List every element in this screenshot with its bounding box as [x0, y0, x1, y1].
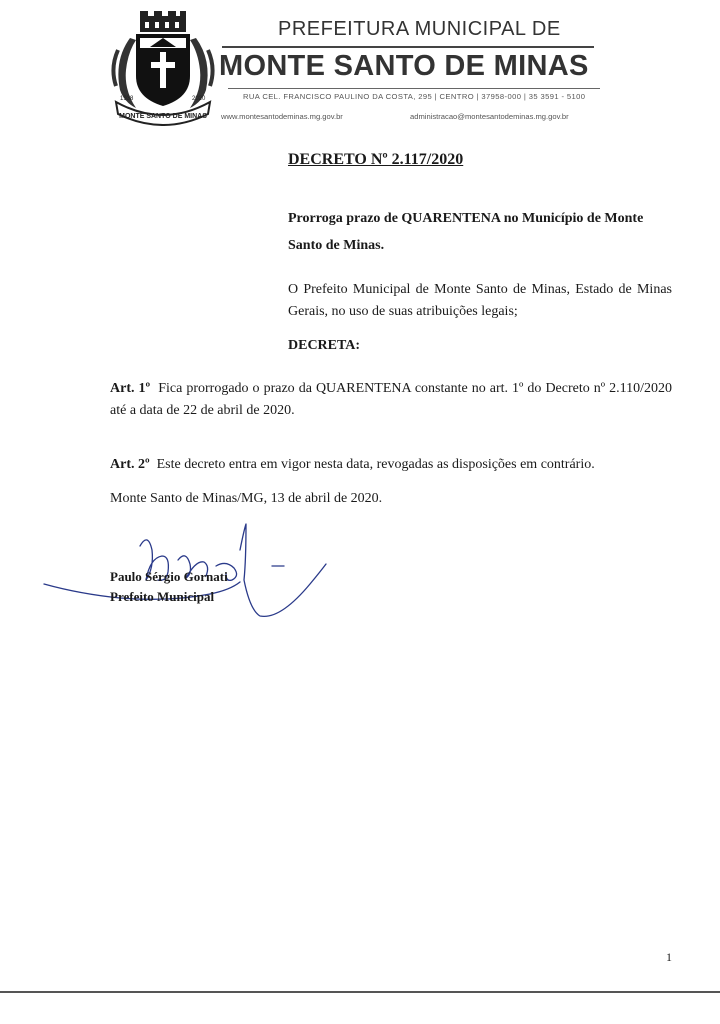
decreta-heading: DECRETA: [288, 338, 361, 353]
municipal-coat-of-arms [110, 10, 216, 126]
svg-text:2020: 2020 [192, 96, 206, 102]
header-rule-bottom [228, 88, 600, 89]
header-address: RUA CEL. FRANCISCO PAULINO DA COSTA, 295 | CENTRO | 37958-000 | 35 3591 - 5100 [243, 92, 586, 101]
article-1 [110, 378, 672, 422]
header-website-link[interactable]: www.montesantodeminas.mg.gov.br [221, 112, 343, 121]
article-1-label: Art. 1º [110, 381, 151, 396]
article-2 [110, 454, 672, 476]
page-number: 1 [666, 950, 672, 964]
header-rule-top [222, 46, 594, 48]
signatory-name: Paulo Sérgio Gornati [110, 569, 228, 584]
article-2-label: Art. 2º [110, 457, 150, 472]
svg-text:MONTE SANTO DE MINAS: MONTE SANTO DE MINAS [119, 113, 207, 120]
header-title-line2: MONTE SANTO DE MINAS [219, 50, 589, 82]
dateline: Monte Santo de Minas/MG, 13 de abril de 2020. [110, 491, 383, 506]
signatory-role: Prefeito Municipal [110, 589, 215, 604]
decree-preamble: O Prefeito Municipal de Monte Santo de Minas, Estado de Minas Gerais, no uso de suas atribuições legais; [288, 282, 672, 319]
svg-text:1938: 1938 [120, 96, 134, 102]
decree-ementa: Prorroga prazo de QUARENTENA no Município de Monte Santo de Minas. [288, 211, 644, 253]
page-bottom-edge [0, 991, 720, 993]
article-1-text: Fica prorrogado o prazo da QUARENTENA constante no art. 1º do Decreto nº 2.110/2020 até a data de 22 de abril de 2020. [110, 381, 673, 418]
decree-title: DECRETO Nº 2.117/2020 [288, 151, 464, 168]
header-title-line1: PREFEITURA MUNICIPAL DE [278, 18, 561, 40]
header-email-link[interactable]: administracao@montesantodeminas.mg.gov.br [410, 112, 569, 121]
article-2-text: Este decreto entra em vigor nesta data, revogadas as disposições em contrário. [156, 457, 595, 472]
